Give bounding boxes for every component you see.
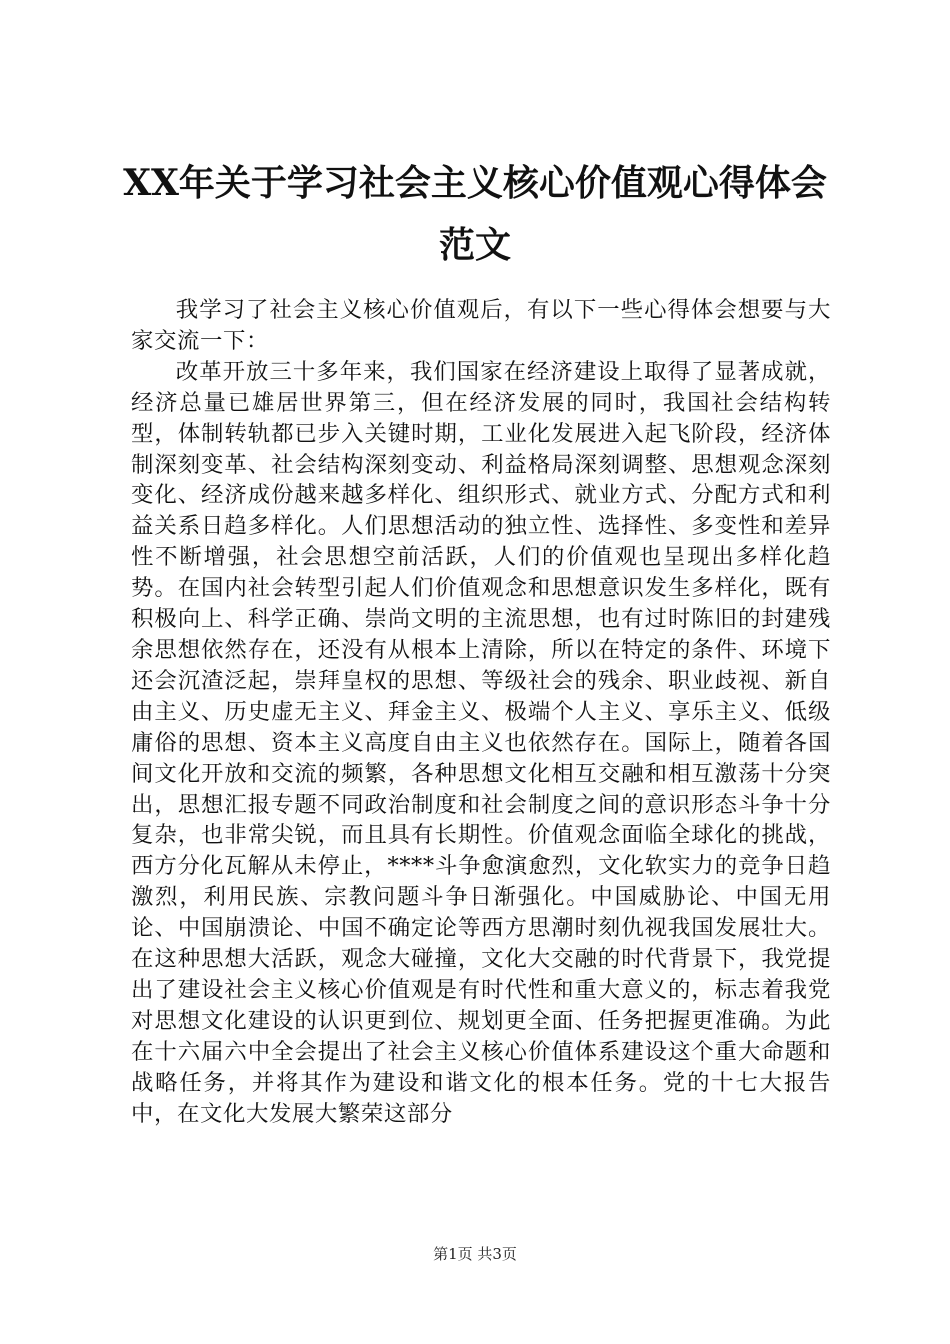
- document-title-line2: 范文: [438, 224, 511, 266]
- page-footer: 第1页 共3页: [433, 1245, 517, 1263]
- document-title-line1: XX年关于学习社会主义核心价值观心得体会: [123, 162, 827, 204]
- body-paragraph-main: 改革开放三十多年来，我们国家在经济建设上取得了显著成就，经济总量已雄居世界第三，但在经济发展的同时，我国社会结构转型，体制转轨都已步入关键时期，工业化发展进入起飞阶段，经济体制深刻变革、社会结构深刻变动、利益格局深刻调整、思想观念深刻变化、经济成份越来越多样化、组织形式、就业方式、分配方式和利益关系日趋多样化。人们思想活动的独立性、选择性、多变性和差异性不断增强，社会思想空前活跃，人们的价值观也呈现出多样化趋势。在国内社会转型引起人们价值观念和思想意识发生多样化，既有积极向上、科学正确、崇尚文明的主流思想，也有过时陈旧的封建残余思想依然存在，还没有从根本上清除，所以在特定的条件、环境下还会沉渣泛起，崇拜皇权的思想、等级社会的残余、职业歧视、新自由主义、历史虚无主义、拜金主义、极端个人主义、享乐主义、低级庸俗的思想、资本主义高度自由主义也依然存在。国际上，随着各国间文化开放和交流的频繁，各种思想文化相互交融和相互激荡十分突出，思想汇报专题不同政治制度和社会制度之间的意识形态斗争十分复杂，也非常尖锐，而且具有长期性。价值观念面临全球化的挑战，西方分化瓦解从未停止，****斗争愈演愈烈，文化软实力的竞争日趋激烈，利用民族、宗教问题斗争日渐强化。中国威胁论、中国无用论、中国崩溃论、中国不确定论等西方思潮时刻仇视我国发展壮大。在这种思想大活跃，观念大碰撞，文化大交融的时代背景下，我党提出了建设社会主义核心价值观是有时代性和重大意义的，标志着我党对思想文化建设的认识更到位、规划更全面、任务把握更准确。为此在十六届六中全会提出了社会主义核心价值体系建设这个重大命题和战略任务，并将其作为建设和谐文化的根本任务。党的十七大报告中，在文化大发展大繁荣这部分: [131, 358, 831, 1127]
- body-paragraph-intro: 我学习了社会主义核心价值观后，有以下一些心得体会想要与大家交流一下：: [131, 297, 831, 354]
- document-body: [131, 295, 831, 1129]
